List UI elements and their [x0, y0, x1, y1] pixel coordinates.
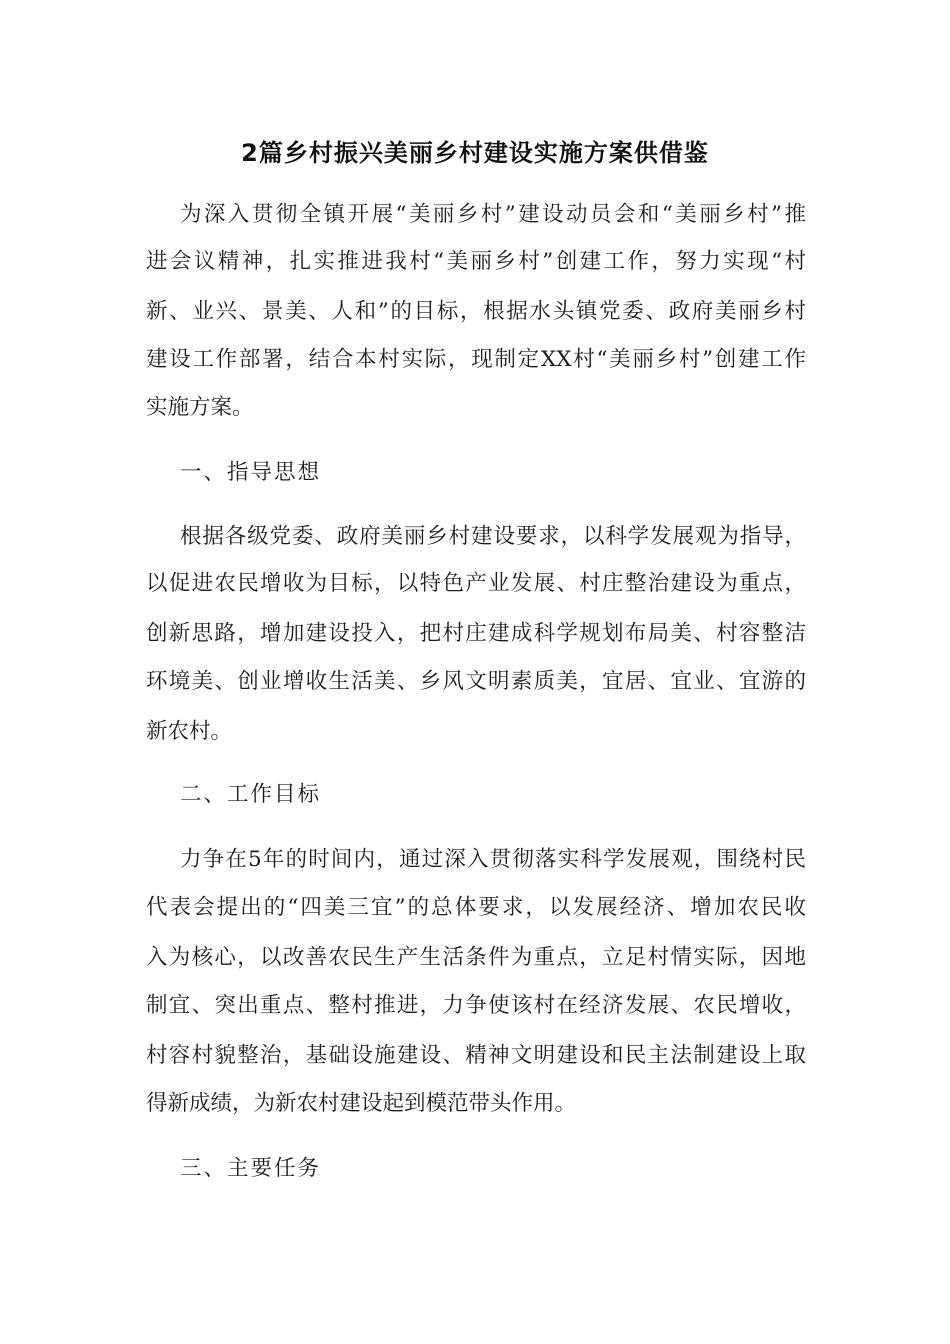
- section1-line-1: 根据各级党委、政府美丽乡村建设要求，以科学发展观为指导，: [180, 524, 806, 549]
- section2-line-5: 村容村貌整治，基础设施建设、精神文明建设和民主法制建设上取: [146, 1043, 806, 1068]
- section1-line-2: 以促进农民增收为目标，以特色产业发展、村庄整治建设为重点，: [146, 571, 806, 596]
- intro-line-3: 新、业兴、景美、人和”的目标，根据水头镇党委、政府美丽乡村: [146, 299, 806, 324]
- section1-line-5: 新农村。: [146, 719, 233, 744]
- section-heading-work-goals: 二、工作目标: [180, 782, 322, 807]
- section-heading-guiding-thought: 一、指导思想: [180, 460, 322, 485]
- section1-line-4: 环境美、创业增收生活美、乡风文明素质美，宜居、宜业、宜游的: [146, 669, 806, 694]
- intro-line-5: 实施方案。: [146, 395, 254, 420]
- section2-line-1: 力争在5年的时间内，通过深入贯彻落实科学发展观，围绕村民: [180, 847, 806, 872]
- section2-line-2: 代表会提出的“四美三宜”的总体要求，以发展经济、增加农民收: [146, 895, 806, 920]
- section2-line-3: 入为核心，以改善农民生产生活条件为重点，立足村情实际，因地: [146, 945, 806, 970]
- document-title: 2篇乡村振兴美丽乡村建设实施方案供借鉴: [241, 139, 709, 167]
- section1-line-3: 创新思路，增加建设投入，把村庄建成科学规划布局美、村容整洁: [146, 621, 806, 646]
- intro-line-4: 建设工作部署，结合本村实际，现制定XX村“美丽乡村”创建工作: [146, 347, 806, 372]
- intro-line-1: 为深入贯彻全镇开展“美丽乡村”建设动员会和“美丽乡村”推: [180, 202, 806, 227]
- intro-line-2: 进会议精神，扎实推进我村“美丽乡村”创建工作，努力实现“村: [146, 249, 806, 274]
- section-heading-main-tasks: 三、主要任务: [180, 1156, 322, 1181]
- section2-line-4: 制宜、突出重点、整村推进，力争使该村在经济发展、农民增收，: [146, 993, 806, 1018]
- section2-line-6: 得新成绩，为新农村建设起到模范带头作用。: [146, 1091, 577, 1116]
